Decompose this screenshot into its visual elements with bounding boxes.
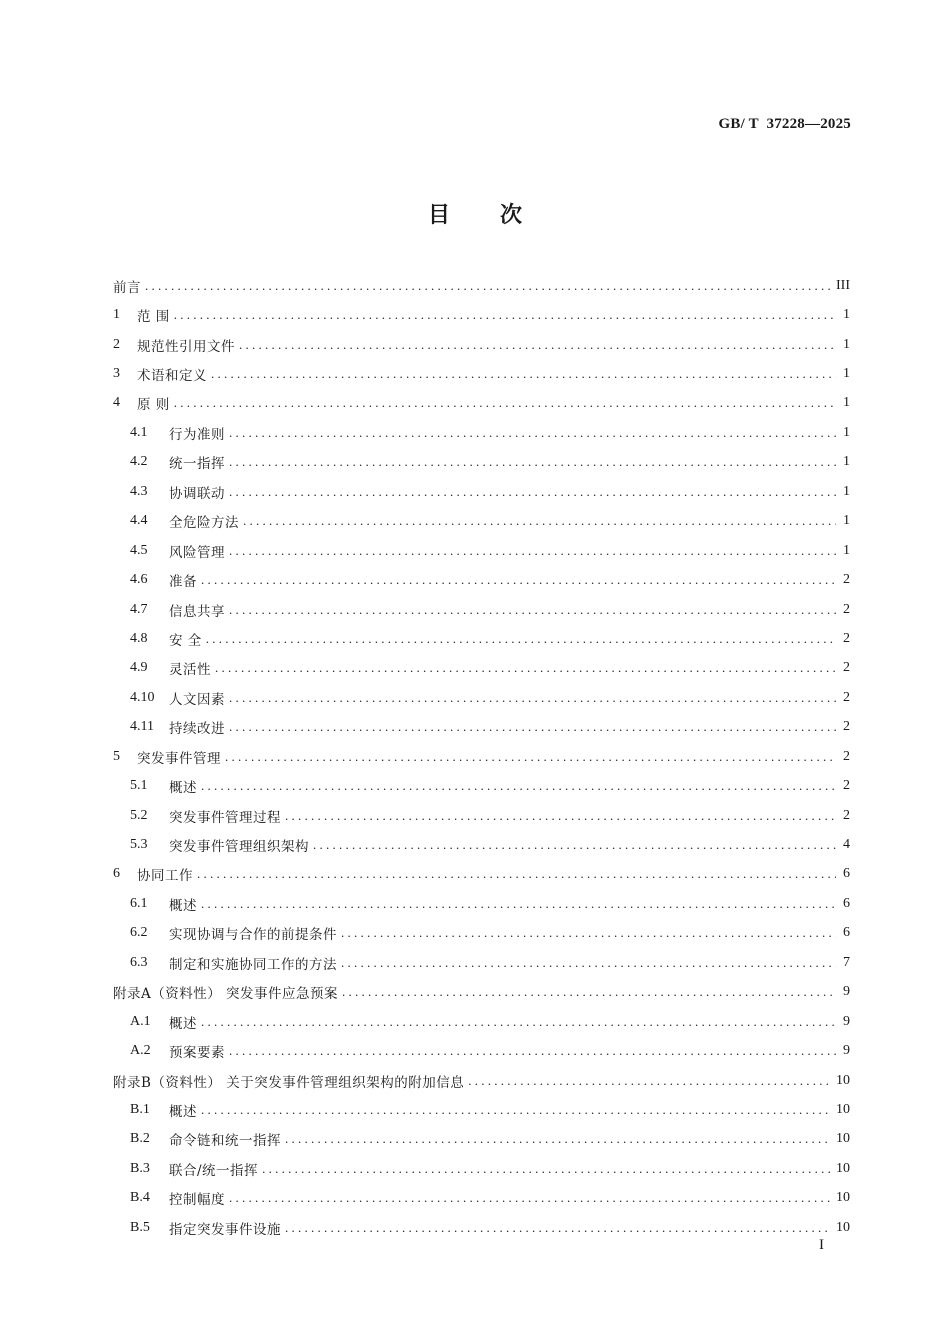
toc-dot-leader	[211, 366, 836, 382]
toc-entry-title: 控制幅度	[169, 1192, 225, 1209]
toc-entry-page: 10	[836, 1072, 850, 1088]
toc-dot-leader	[229, 690, 836, 706]
toc-entry-number: 5.3	[130, 837, 148, 853]
toc-dot-leader	[262, 1161, 832, 1177]
toc-dot-leader	[342, 984, 836, 1000]
toc-entry[interactable]	[113, 389, 850, 418]
toc-entry-title: 概述	[169, 1015, 197, 1032]
toc-entry-page: 2	[843, 807, 850, 823]
toc-entry-title: 概述	[169, 897, 197, 914]
toc-entry[interactable]	[113, 448, 850, 477]
toc-entry-page: 10	[836, 1190, 850, 1206]
toc-entry-page: 2	[843, 748, 850, 764]
toc-entry-number: 6.3	[130, 954, 148, 970]
toc-entry-title: 附录B（资料性） 关于突发事件管理组织架构的附加信息	[113, 1074, 465, 1091]
toc-entry[interactable]	[113, 477, 850, 506]
toc-dot-leader	[201, 1102, 832, 1118]
toc-entry-number: B.5	[130, 1219, 150, 1235]
toc-entry[interactable]	[113, 300, 850, 329]
toc-entry-page: 2	[843, 778, 850, 794]
toc-entry-title: 原 则	[137, 397, 170, 414]
toc-entry-number: 4.9	[130, 660, 148, 676]
toc-entry-title: 概述	[169, 1103, 197, 1120]
toc-entry[interactable]	[113, 271, 850, 300]
toc-entry-number: B.2	[130, 1131, 150, 1147]
toc-entry-title: 协调联动	[169, 485, 225, 502]
toc-entry-page: 10	[836, 1219, 850, 1235]
toc-dot-leader	[285, 1220, 832, 1236]
toc-entry-number: B.4	[130, 1190, 150, 1206]
toc-entry-number: 5.1	[130, 778, 148, 794]
toc-entry-page: 1	[843, 542, 850, 558]
toc-entry[interactable]	[113, 978, 850, 1007]
toc-entry[interactable]	[113, 507, 850, 536]
toc-dot-leader	[201, 572, 836, 588]
toc-entry-page: 2	[843, 630, 850, 646]
toc-entry-page: 2	[843, 719, 850, 735]
toc-dot-leader	[229, 1043, 836, 1059]
toc-entry[interactable]	[113, 1066, 850, 1095]
toc-entry-number: 4.4	[130, 513, 148, 529]
toc-entry-number: 4.3	[130, 483, 148, 499]
toc-entry-title: 指定突发事件设施	[169, 1221, 281, 1238]
toc-dot-leader	[229, 484, 836, 500]
toc-dot-leader	[229, 719, 836, 735]
toc-entry-page: 1	[843, 307, 850, 323]
toc-entry-page: 10	[836, 1160, 850, 1176]
toc-entry-page: 9	[843, 984, 850, 1000]
toc-dot-leader	[239, 337, 836, 353]
toc-entry-number: 6	[113, 866, 120, 882]
toc-entry-page: 2	[843, 601, 850, 617]
toc-dot-leader	[145, 278, 832, 294]
toc-entry-page: 2	[843, 572, 850, 588]
toc-entry-title: 突发事件管理	[137, 750, 221, 767]
toc-entry-title: 信息共享	[169, 603, 225, 620]
toc-dot-leader	[197, 866, 836, 882]
toc-entry-page: III	[836, 277, 850, 293]
toc-entry-title: 规范性引用文件	[137, 338, 235, 355]
toc-entry-title: 联合/统一指挥	[169, 1162, 259, 1179]
toc-entry[interactable]	[113, 595, 850, 624]
toc-entry-page: 1	[843, 483, 850, 499]
toc-entry-page: 1	[843, 424, 850, 440]
toc-entry-title: 突发事件管理组织架构	[169, 839, 309, 856]
toc-entry-page: 10	[836, 1101, 850, 1117]
toc-dot-leader	[468, 1073, 832, 1089]
toc-entry-number: 4	[113, 395, 120, 411]
toc-entry-number: 6.1	[130, 895, 148, 911]
toc-entry-number: B.1	[130, 1101, 150, 1117]
toc-entry-page: 6	[843, 895, 850, 911]
toc-entry-page: 7	[843, 954, 850, 970]
toc-entry-number: 1	[113, 307, 120, 323]
toc-entry-page: 1	[843, 454, 850, 470]
toc-entry-title: 前言	[113, 279, 141, 296]
toc-dot-leader	[201, 778, 836, 794]
toc-entry-title: 协同工作	[137, 868, 193, 885]
toc-dot-leader	[229, 1190, 832, 1206]
toc-entry-number: 5	[113, 748, 120, 764]
toc-dot-leader	[229, 602, 836, 618]
toc-entry[interactable]	[113, 801, 850, 830]
toc-entry[interactable]	[113, 713, 850, 742]
toc-entry[interactable]	[113, 889, 850, 918]
toc-entry-page: 2	[843, 689, 850, 705]
toc-dot-leader	[229, 454, 836, 470]
toc-entry-page: 1	[843, 513, 850, 529]
toc-entry[interactable]	[113, 654, 850, 683]
toc-entry[interactable]	[113, 624, 850, 653]
toc-entry-title: 安 全	[169, 632, 202, 649]
toc-entry[interactable]	[113, 1036, 850, 1065]
toc-entry[interactable]	[113, 771, 850, 800]
toc-entry-title: 统一指挥	[169, 456, 225, 473]
toc-entry[interactable]	[113, 948, 850, 977]
toc-dot-leader	[229, 543, 836, 559]
toc-entry-number: 5.2	[130, 807, 148, 823]
toc-entry-page: 1	[843, 395, 850, 411]
toc-entry-number: 3	[113, 366, 120, 382]
toc-entry[interactable]	[113, 1125, 850, 1154]
toc-title-char-2: 次	[500, 203, 523, 228]
toc-entry-title: 命令链和统一指挥	[169, 1133, 281, 1150]
toc-dot-leader	[206, 631, 836, 647]
toc-entry-page: 9	[843, 1013, 850, 1029]
toc-entry-title: 附录A（资料性） 突发事件应急预案	[113, 986, 339, 1003]
toc-entry[interactable]	[113, 1154, 850, 1183]
toc-dot-leader	[215, 660, 836, 676]
toc-dot-leader	[174, 395, 836, 411]
toc-entry[interactable]	[113, 359, 850, 388]
page-number: I	[819, 1237, 824, 1253]
toc-entry-title: 行为准则	[169, 426, 225, 443]
toc-entry[interactable]	[113, 860, 850, 889]
toc-entry-title: 准备	[169, 574, 197, 591]
toc-entry-title: 实现协调与合作的前提条件	[169, 927, 337, 944]
toc-title	[0, 198, 950, 229]
toc-entry-number: A.1	[130, 1013, 151, 1029]
toc-dot-leader	[201, 1014, 836, 1030]
toc-entry[interactable]	[113, 1213, 850, 1242]
standard-code: GB/ T 37228—2025	[718, 116, 851, 132]
toc-dot-leader	[243, 513, 836, 529]
toc-entry-number: B.3	[130, 1160, 150, 1176]
toc-dot-leader	[341, 955, 836, 971]
toc-entry-title: 预案要素	[169, 1045, 225, 1062]
toc-entry-number: 4.10	[130, 689, 155, 705]
toc-entry[interactable]	[113, 919, 850, 948]
toc-entry-number: 4.5	[130, 542, 148, 558]
toc-dot-leader	[174, 307, 836, 323]
toc-entry[interactable]	[113, 1007, 850, 1036]
toc-entry[interactable]	[113, 742, 850, 771]
toc-title-char-1: 目	[427, 203, 450, 228]
toc-entry-page: 2	[843, 660, 850, 676]
toc-dot-leader	[229, 425, 836, 441]
toc-entry-page: 6	[843, 925, 850, 941]
toc-entry-number: 4.2	[130, 454, 148, 470]
toc-entry[interactable]	[113, 330, 850, 359]
toc-entry-page: 6	[843, 866, 850, 882]
toc-entry-title: 术语和定义	[137, 368, 207, 385]
toc-entry[interactable]	[113, 418, 850, 447]
toc-entry-number: 4.11	[130, 719, 154, 735]
toc-entry-number: 2	[113, 336, 120, 352]
toc-entry-title: 全危险方法	[169, 515, 239, 532]
toc-entry-number: 4.6	[130, 572, 148, 588]
toc-entry[interactable]	[113, 565, 850, 594]
toc-entry-page: 1	[843, 336, 850, 352]
toc-entry-number: 4.8	[130, 630, 148, 646]
toc-entry-number: 4.7	[130, 601, 148, 617]
toc-dot-leader	[313, 837, 836, 853]
toc-dot-leader	[285, 1131, 832, 1147]
toc-entry-number: 6.2	[130, 925, 148, 941]
toc-entry-page: 9	[843, 1043, 850, 1059]
toc-entry-title: 人文因素	[169, 691, 225, 708]
toc-entry[interactable]	[113, 683, 850, 712]
toc-entry-number: 4.1	[130, 424, 148, 440]
toc-dot-leader	[341, 925, 836, 941]
toc-dot-leader	[285, 808, 836, 824]
toc-dot-leader	[201, 896, 836, 912]
toc-entry[interactable]	[113, 536, 850, 565]
table-of-contents	[113, 271, 850, 1242]
toc-entry-title: 突发事件管理过程	[169, 809, 281, 826]
toc-entry-title: 灵活性	[169, 662, 211, 679]
toc-entry-number: A.2	[130, 1043, 151, 1059]
toc-entry[interactable]	[113, 1095, 850, 1124]
toc-entry-page: 4	[843, 837, 850, 853]
toc-entry-title: 风险管理	[169, 544, 225, 561]
toc-entry-title: 范 围	[137, 309, 170, 326]
toc-entry-title: 概述	[169, 780, 197, 797]
toc-entry[interactable]	[113, 830, 850, 859]
toc-entry-page: 1	[843, 366, 850, 382]
toc-entry[interactable]	[113, 1184, 850, 1213]
toc-entry-page: 10	[836, 1131, 850, 1147]
toc-dot-leader	[225, 749, 836, 765]
toc-entry-title: 制定和实施协同工作的方法	[169, 956, 337, 973]
toc-entry-title: 持续改进	[169, 721, 225, 738]
